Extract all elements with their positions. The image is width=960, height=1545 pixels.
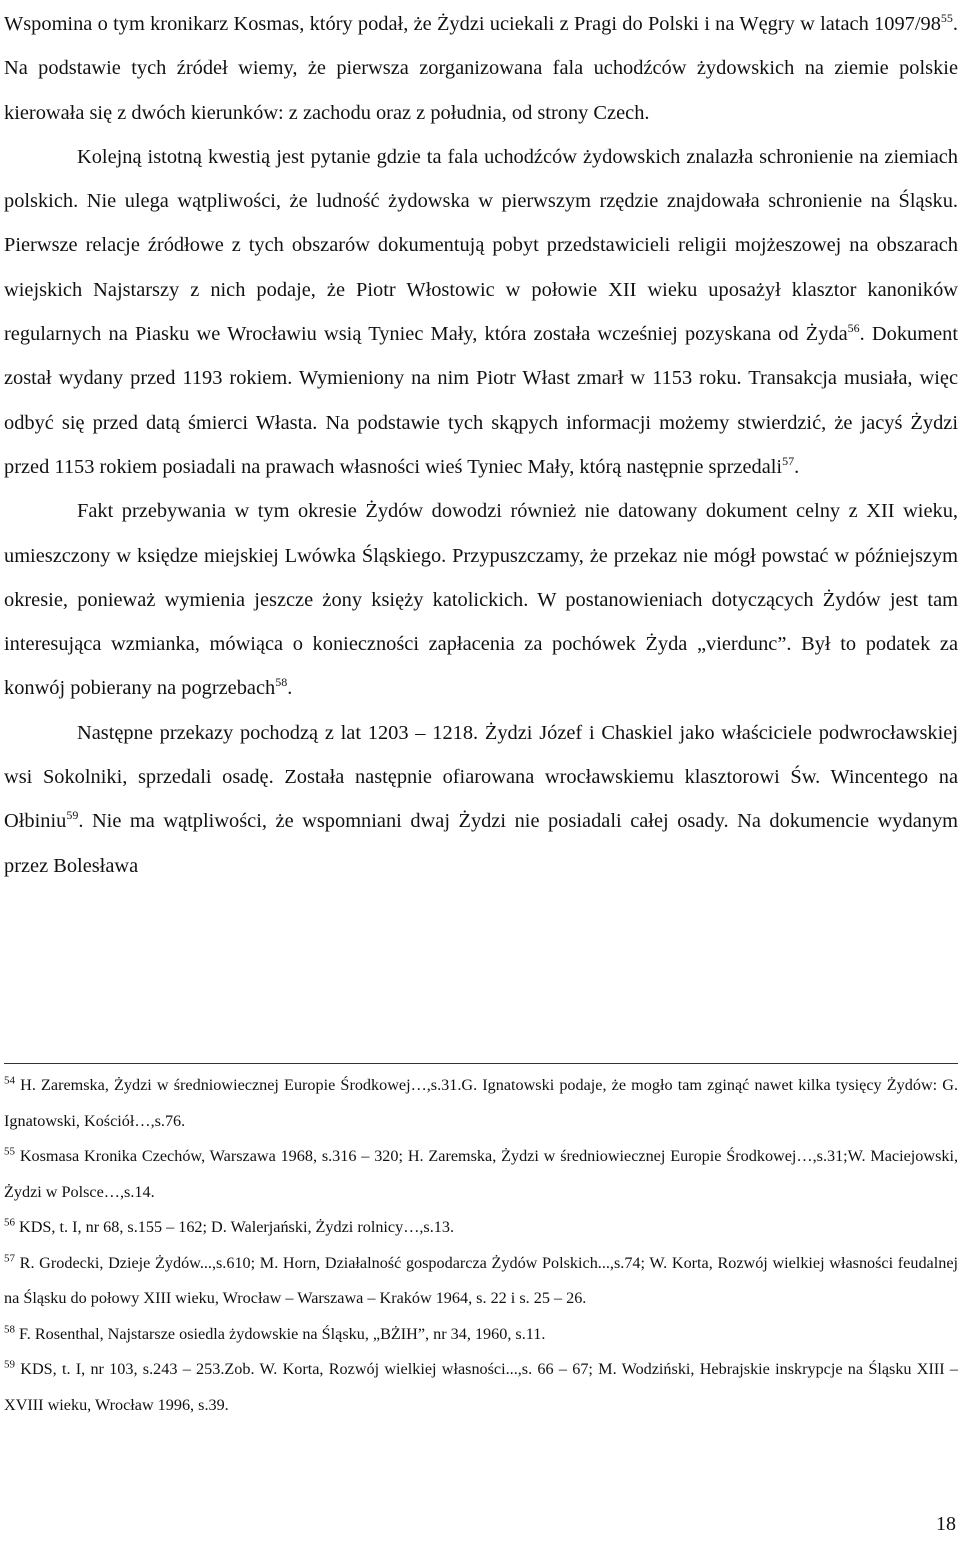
footnote-number: 59 — [4, 1358, 15, 1371]
footnote-number: 56 — [4, 1216, 15, 1229]
footnote-text: H. Zaremska, Żydzi w średniowiecznej Europie Środkowej…,s.31.G. Ignatowski podaje, że mogło tam zginąć nawet kilka tysięcy Żydów: G. Ignatowski, Kościół…,s.76. — [4, 1076, 959, 1130]
footnote-ref[interactable]: 59 — [66, 808, 79, 823]
paragraph-text: . — [287, 677, 293, 700]
footnote-ref[interactable]: 57 — [782, 454, 795, 469]
paragraph-1 — [4, 2, 958, 135]
footnote-54 — [4, 1068, 958, 1139]
paragraph-text: . Dokument został wydany przed 1193 rokiem. Wymieniony na nim Piotr Włast zmarł w 1153 roku. Transakcja musiała, więc odbyć się przed datą śmierci Własta. Na podstawie tych skąpych informacji możemy stwierdzić, że jacyś Żydzi przed 1153 rokiem posiadali na prawach własności wieś Tyniec Mały, którą następnie sprzedali — [4, 323, 959, 478]
paragraph-text: Następne przekazy pochodzą z lat 1203 – 1218. Żydzi Józef i Chaskiel jako właściciele podwrocławskiej wsi Sokolniki, sprzedali osadę. Została następnie ofiarowana wrocławskiemu klasztorowi Św. Wincentego na Ołbiniu — [4, 721, 958, 833]
paragraph-text: Fakt przebywania w tym okresie Żydów dowodzi również nie datowany dokument celny z XII wieku, umieszczony w księdze miejskiej Lwówka Śląskiego. Przypuszczamy, że przekaz nie mógł powstać w późniejszym okresie, ponieważ wymienia jeszcze żony księży katolickich. W postanowieniach dotyczących Żydów jest tam interesująca wzmianka, mówiąca o konieczności zapłacenia za pochówek Żyda „vierdunc”. Był to podatek za konwój pobierany na pogrzebach — [4, 500, 958, 700]
main-text — [4, 2, 958, 888]
footnote-text: R. Grodecki, Dzieje Żydów...,s.610; M. Horn, Działalność gospodarcza Żydów Polskich...,s.74; W. Korta, Rozwój wielkiej własności feudalnej na Śląsku do połowy XIII wieku, Wrocław – Warszawa – Kraków 1964, s. 22 i s. 25 – 26. — [4, 1253, 958, 1307]
footnote-ref[interactable]: 56 — [847, 321, 860, 336]
paragraph-text: . Na podstawie tych źródeł wiemy, że pierwsza zorganizowana fala uchodźców żydowskich na ziemie polskie kierowała się z dwóch kierunków: z zachodu oraz z południa, od strony Czech. — [4, 13, 958, 124]
footnote-59 — [4, 1352, 958, 1423]
footnote-divider — [4, 1063, 958, 1064]
paragraph-2 — [4, 135, 958, 489]
footnote-ref[interactable]: 58 — [275, 675, 288, 690]
footnotes-section — [4, 1068, 958, 1423]
page-number: 18 — [936, 1513, 956, 1535]
footnote-number: 55 — [4, 1145, 15, 1158]
footnote-56 — [4, 1210, 958, 1246]
footnote-57 — [4, 1246, 958, 1317]
paragraph-text: Wspomina o tym kronikarz Kosmas, który podał, że Żydzi uciekali z Pragi do Polski i na Węgry w latach 1097/98 — [4, 13, 941, 35]
paragraph-text: . Nie ma wątpliwości, że wspomniani dwaj Żydzi nie posiadali całej osady. Na dokumencie wydanym przez Bolesława — [4, 810, 958, 877]
paragraph-3 — [4, 489, 958, 710]
footnote-text: Kosmasa Kronika Czechów, Warszawa 1968, s.316 – 320; H. Zaremska, Żydzi w średniowiecznej Europie Środkowej…,s.31;W. Maciejowski, Żydzi w Polsce…,s.14. — [4, 1147, 959, 1201]
paragraph-text: . — [794, 455, 800, 478]
footnote-58 — [4, 1317, 958, 1353]
footnote-text: KDS, t. I, nr 103, s.243 – 253.Zob. W. Korta, Rozwój wielkiej własności...,s. 66 – 67; M. Wodziński, Hebrajskie inskrypcje na Śląsku XIII – XVIII wieku, Wrocław 1996, s.39. — [4, 1360, 958, 1414]
footnote-text: KDS, t. I, nr 68, s.155 – 162; D. Walerjański, Żydzi rolnicy…,s.13. — [19, 1218, 455, 1236]
footnote-55 — [4, 1139, 958, 1210]
footnote-ref[interactable]: 55 — [940, 11, 953, 26]
paragraph-4 — [4, 711, 958, 888]
footnote-number: 58 — [4, 1323, 15, 1336]
paragraph-text: Kolejną istotną kwestią jest pytanie gdzie ta fala uchodźców żydowskich znalazła schronienie na ziemiach polskich. Nie ulega wątpliwości, że ludność żydowska w pierwszym rzędzie znajdowała schronienie na Śląsku. Pierwsze relacje źródłowe z tych obszarów dokumentują pobyt przedstawicieli religii mojżeszowej na obszarach wiejskich Najstarszy z nich podaje, że Piotr Włostowic w połowie XII wieku uposażył klasztor kanoników regularnych na Piasku we Wrocławiu wsią Tyniec Mały, która została wcześniej pozyskana od Żyda — [4, 145, 958, 346]
footnote-text: F. Rosenthal, Najstarsze osiedla żydowskie na Śląsku, „BŻIH”, nr 34, 1960, s.11. — [19, 1324, 546, 1343]
footnote-number: 54 — [4, 1074, 15, 1087]
footnote-number: 57 — [4, 1252, 15, 1265]
